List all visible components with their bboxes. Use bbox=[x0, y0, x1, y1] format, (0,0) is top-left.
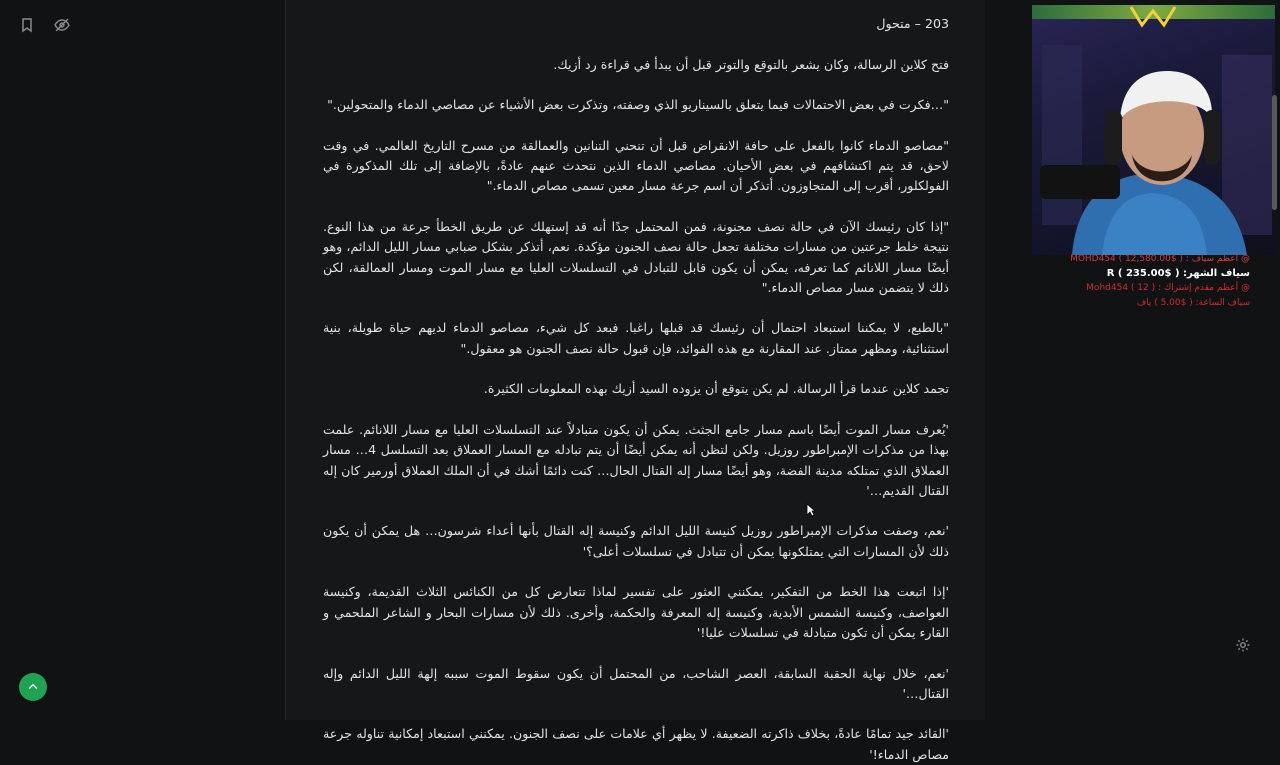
paragraph: "مصاصو الدماء كانوا بالفعل على حافة الانقراض قبل أن تنحني التنانين والعمالقة من مسرح التاريخ العالمي. في وقت لاحق، قد يتم اكتشافهم في بعض الأحيان. مصاصي الدماء الذين نتحدث عنهم عادةً، بالإضافة إلى تلك المذكورة في الفولكلور، أقرب إلى المتجاوزون. أتذكر أن اسم جرعة مسار معين تسمى مصاص الدماء." bbox=[323, 137, 949, 194]
person-silhouette bbox=[1032, 5, 1275, 255]
chapter-content bbox=[286, 0, 986, 765]
settings-gear-icon[interactable] bbox=[1235, 637, 1251, 653]
paragraph: 'نعم، وصفت مذكرات الإمبراطور روزيل كنيسة الليل الدائم وكنيسة إله القتال بأنها أعداء شرسون… هل يمكن أن يكون ذلك لأن المسارات التي يمتلكونها يمكن أن تتبادل في تسلسلات أعلى؟' bbox=[323, 523, 949, 559]
scroll-to-top-button[interactable] bbox=[19, 673, 47, 701]
paragraph: تجمد كلاين عندما قرأ الرسالة. لم يكن يتوقع أن يزوده السيد أزيك بهذه المعلومات الكثيرة. bbox=[483, 381, 949, 397]
chapter-reader[interactable] bbox=[285, 0, 987, 762]
paragraph: فتح كلاين الرسالة، وكان يشعر بالتوقع والتوتر قبل أن يبدأ في قراءة رد أزيك. bbox=[553, 56, 949, 72]
month-donor-line: سياف الشهر: ( $235.00 ) R bbox=[1106, 267, 1250, 279]
left-rail bbox=[0, 0, 285, 720]
paragraph: 'يُعرف مسار الموت أيضًا باسم مسار جامع الجثث. يمكن أن يكون متبادلاً عند التسلسلات العليا مع مسار اللانائم. علمت بهذا من مذكرات الإمبراطور روزيل. ولكن لتظن أنه يمكن أيضًا أن يتم تبادله مع المسار العملاق بعد التسلسل 4… مسار العملاق الذي تمتلكه مدينة الفضة، وهو أيضًا مسار إله القتال الحال… كنت دائمًا أشك في أن الملك العملاق أورمير كان إله القتال القديم…' bbox=[323, 421, 949, 498]
top-subscriber-line: @ أعظم مقدم إشتراك : ( 12 ) Mohd454 bbox=[1086, 283, 1250, 293]
mouse-cursor-icon bbox=[806, 503, 816, 517]
page-scrollbar[interactable] bbox=[1272, 95, 1277, 210]
stream-donation-overlay bbox=[1060, 252, 1250, 310]
hour-donor-line: سياف الساعة: ( $5.00 ) ياف bbox=[1136, 297, 1250, 308]
chapter-title: 203 – متحول bbox=[876, 16, 949, 31]
paragraph: "…فكرت في بعض الاحتمالات فيما يتعلق بالسيناريو الذي وصفته، وتذكرت بعض الأشياء عن مصاصي الدماء والمتحولين." bbox=[327, 97, 949, 113]
streamer-webcam bbox=[1032, 5, 1275, 255]
paragraph: "إذا كان رئيسك الآن في حالة نصف مجنونة، فمن المحتمل جدًا أنه قد إستهلك عن طريق الخطأ جرعة من هذا النوع. نتيجة خلط جرعتين من مسارات مختلفة تجعل حالة نصف الجنون مؤكدة. نعم، أتذكر بشكل ضبابي مسار الليل الدائم، وهو أيضًا مسار اللانائم كما تعرفه، يمكن أن يكون قابل للتبادل في التسلسلات العليا مع مسار الموت ومسار العمالقة، لكن ذلك لا يتضمن مسار مصاص الدماء." bbox=[323, 218, 949, 295]
paragraph: 'القائد جيد تمامًا عادةً، بخلاف ذاكرته الضعيفة. لا يظهر أي علامات على نصف الجنون. يمكنني استبعاد إمكانية تناوله جرعة مصاص الدماء!' bbox=[323, 726, 949, 762]
paragraph: "بالطبع، لا يمكننا استبعاد احتمال أن رئيسك قد قبلها راغبا. فبعد كل شيء، مصاصو الدماء لديهم حياة طويلة، بنية استثنائية، ومظهر ممتاز. عند المقارنة مع هذه الفوائد، فإن قبول حالة نصف الجنون هو معقول." bbox=[323, 320, 949, 356]
paragraph: 'نعم، خلال نهاية الحقبة السابقة، العصر الشاحب، من المحتمل أن يكون سقوط الموت سببه إلهة الليل الدائم وإله القتال…' bbox=[323, 665, 949, 701]
hide-eye-icon[interactable] bbox=[51, 14, 73, 36]
top-donor-line: @ أعظم سياف : ( $12,580.00 ) MOHD454 bbox=[1070, 254, 1250, 264]
chevron-up-icon bbox=[27, 681, 39, 693]
bookmark-icon[interactable] bbox=[16, 14, 38, 36]
paragraph: 'إذا اتبعت هذا الخط من التفكير، يمكنني العثور على تفسير لماذا تتعارض كل من الكنائس الثلاث القديمة، وكنيسة العواصف، وكنيسة الشمس الأبدية، وكنيسة إله المعرفة والحكمة، وأخرى. ذلك لأن مسارات البحار و الشاعر الملحمي و القارء يمكن أن تكون متبادلة في تسلسلات عليا!' bbox=[323, 584, 949, 640]
